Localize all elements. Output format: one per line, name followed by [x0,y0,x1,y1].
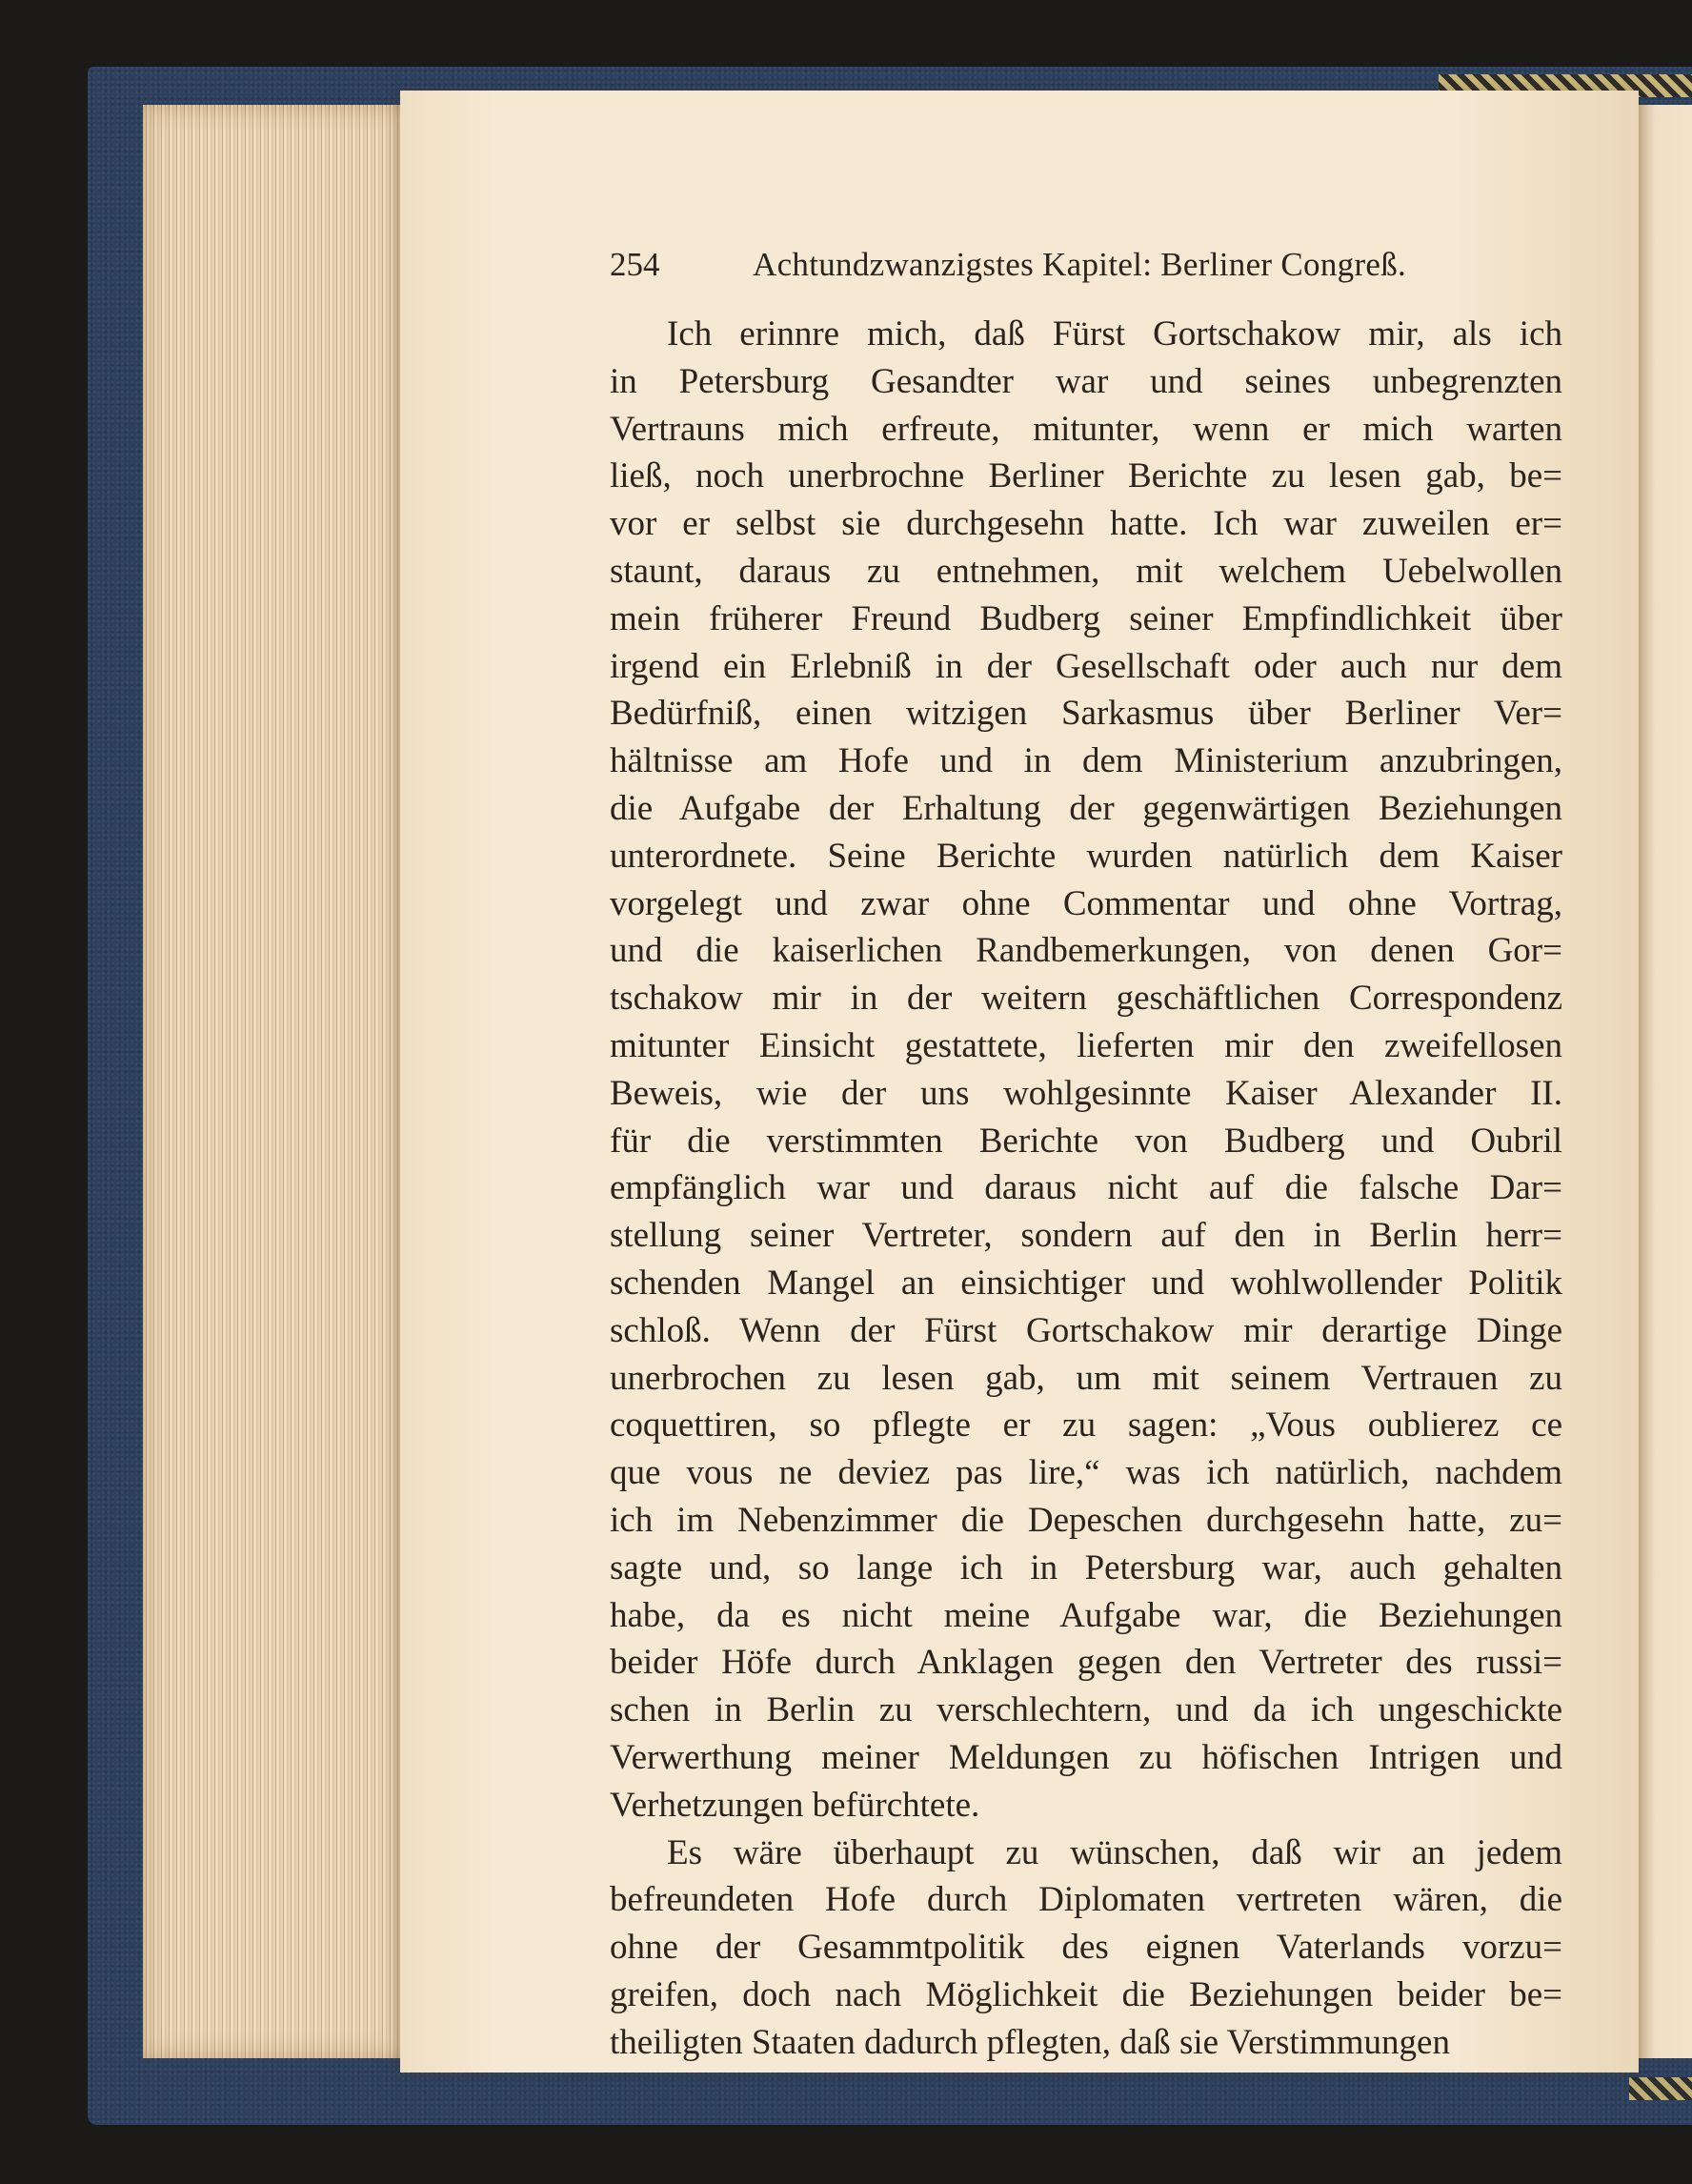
text-line: empfänglich war und daraus nicht auf die falsche Dar= [610,1168,1562,1208]
text-line: ohne der Gesammtpolitik des eignen Vaterlands vorzu= [610,1928,1562,1968]
text-line: in Petersburg Gesandter war und seines unbegrenzten [610,361,1562,401]
headband-bottom [1629,2077,1692,2100]
text-line: staunt, daraus zu entnehmen, mit welchem Uebelwollen [610,551,1562,591]
text-line: für die verstimmten Berichte von Budberg und Oubril [610,1121,1562,1161]
text-line: habe, da es nicht meine Aufgabe war, die Beziehungen [610,1595,1562,1635]
text-line: schen in Berlin zu verschlechtern, und da ich ungeschickte [610,1690,1562,1730]
facing-page [1637,105,1692,2058]
text-line: unterordnete. Seine Berichte wurden natürlich dem Kaiser [610,836,1562,876]
running-head [610,246,1562,293]
body-text [610,311,1562,2066]
text-line: mitunter Einsicht gestattete, lieferten mir den zweifellosen [610,1025,1562,1065]
text-line: stellung seiner Vertreter, sondern auf den in Berlin herr= [610,1216,1562,1256]
text-line: irgend ein Erlebniß in der Gesellschaft oder auch nur dem [610,646,1562,686]
text-line: und die kaiserlichen Randbemerkungen, von denen Gor= [610,931,1562,971]
text-line: Ich erinnre mich, daß Fürst Gortschakow mir, als ich [667,314,1562,354]
text-line: Verhetzungen befürchtete. [610,1785,980,1825]
text-line: mein früherer Freund Budberg seiner Empfindlichkeit über [610,598,1562,638]
text-line: tschakow mir in der weitern geschäftlichen Correspondenz [610,979,1562,1019]
text-line: beider Höfe durch Anklagen gegen den Vertreter des russi= [610,1643,1562,1683]
text-line: befreundeten Hofe durch Diplomaten vertreten wären, die [610,1880,1562,1920]
page-number: 254 [610,246,660,283]
text-line: ließ, noch unerbrochne Berliner Berichte zu lesen gab, be= [610,456,1562,496]
text-line: sagte und, so lange ich in Petersburg war, auch gehalten [610,1547,1562,1587]
text-line: ich im Nebenzimmer die Depeschen durchgesehn hatte, zu= [610,1500,1562,1540]
text-line: hältnisse am Hofe und in dem Ministerium anzubringen, [610,741,1562,781]
text-line: unerbrochen zu lesen gab, um mit seinem Vertrauen zu [610,1358,1562,1398]
text-line: Verwerthung meiner Meldungen zu höfischen Intrigen und [610,1737,1562,1777]
text-line: coquettiren, so pflegte er zu sagen: „Vous oublierez ce [610,1405,1562,1446]
text-line: die Aufgabe der Erhaltung der gegenwärtigen Beziehungen [610,788,1562,828]
text-line: schloß. Wenn der Fürst Gortschakow mir derartige Dinge [610,1310,1562,1350]
chapter-title: Achtundzwanzigstes Kapitel: Berliner Congreß. [753,246,1407,283]
text-line: greifen, doch nach Möglichkeit die Beziehungen beider be= [610,1974,1562,2014]
text-line: Vertrauns mich erfreute, mitunter, wenn er mich warten [610,409,1562,449]
text-line: Es wäre überhaupt zu wünschen, daß wir an jedem [667,1832,1562,1872]
page-edges [143,105,405,2058]
text-line: que vous ne deviez pas lire,“ was ich natürlich, nachdem [610,1453,1562,1493]
text-line: vor er selbst sie durchgesehn hatte. Ich war zuweilen er= [610,504,1562,544]
text-line: schenden Mangel an einsichtiger und wohlwollender Politik [610,1263,1562,1303]
text-line: Bedürfniß, einen witzigen Sarkasmus über Berliner Ver= [610,694,1562,734]
text-line: vorgelegt und zwar ohne Commentar und ohne Vortrag, [610,883,1562,923]
text-line: theiligten Staaten dadurch pflegten, daß sie Verstimmungen [610,2022,1450,2062]
text-line: Beweis, wie der uns wohlgesinnte Kaiser Alexander II. [610,1073,1562,1113]
